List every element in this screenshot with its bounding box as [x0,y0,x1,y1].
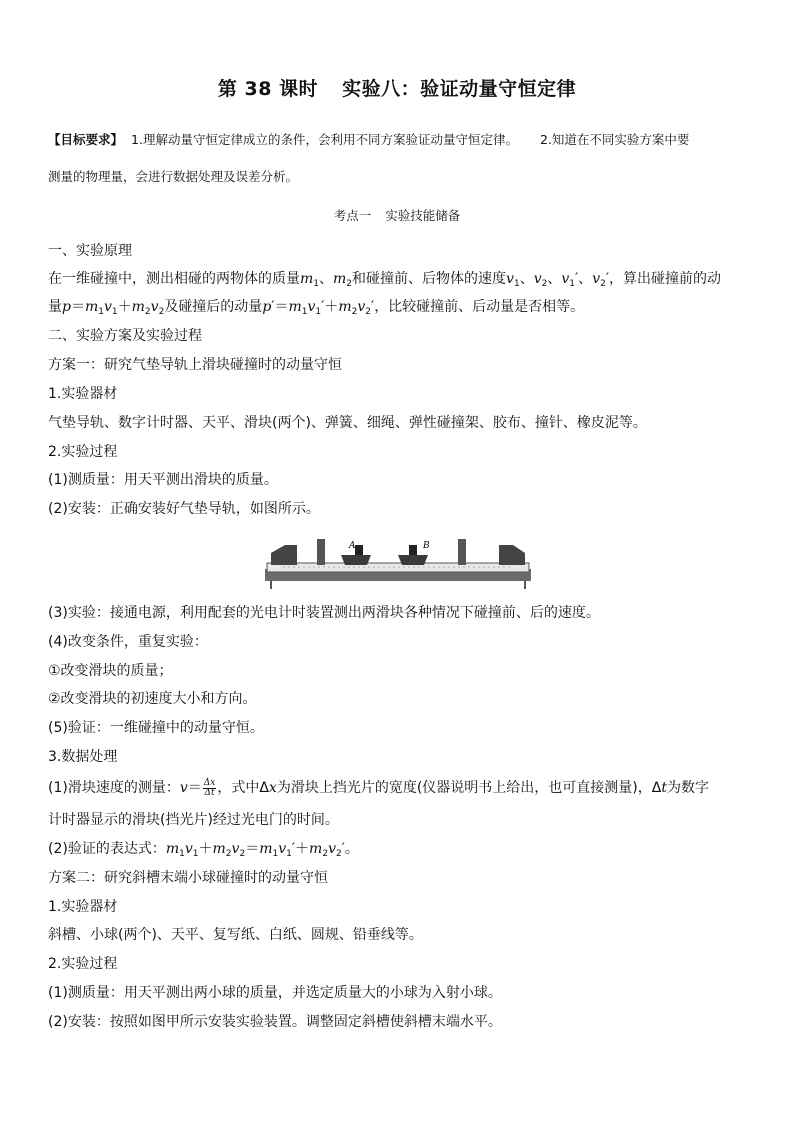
plan-1-title: 方案一：研究气垫导轨上滑块碰撞时的动量守恒 [48,357,342,373]
goal-item-2b: 测量的物理量，会进行数据处理及误差分析。 [48,169,299,184]
equipment-2-list: 斜槽、小球(两个)、天平、复写纸、白纸、圆规、铅垂线等。 [48,927,423,943]
slider-a-flag [355,545,363,555]
step-3: (3)实验：接通电源，利用配套的光电计时装置测出两滑块各种情况下碰撞前、后的速度。 [48,605,600,621]
step-2: (2)安装：正确安装好气垫导轨，如图所示。 [48,501,320,517]
principle-heading: 一、实验原理 [48,243,132,259]
label-b: B [423,541,430,551]
slider-a [341,555,371,565]
data-line-3: (2)验证的表达式：$m_1v_1+m_2v_2=m_1v_1'+m_2v_2'$。 [48,841,359,859]
plan-2-step-1: (1)测质量：用天平测出两小球的质量，并选定质量大的小球为入射小球。 [48,985,502,1001]
step-1: (1)测质量：用天平测出滑块的质量。 [48,472,278,488]
velocity-fraction: $\frac{\Delta x}{\Delta t}$ [203,777,216,798]
air-track-figure [263,533,533,593]
lesson-topic: 实验八：验证动量守恒定律 [342,78,577,100]
equipment-list: 气垫导轨、数字计时器、天平、滑块(两个)、弹簧、细绳、弹性碰撞架、胶布、撞针、橡皮泥等。 [48,415,647,431]
step-4: (4)改变条件，重复实验： [48,634,208,650]
process-2-heading: 2.实验过程 [48,956,118,972]
data-line-2: 计时器显示的滑块(挡光片)经过光电门的时间。 [48,812,339,828]
goal-line-1 [48,130,689,150]
plan-2-step-2: (2)安装：按照如图甲所示安装实验装置。调整固定斜槽使斜槽末端水平。 [48,1014,502,1030]
goal-tag: 【目标要求】 [48,132,124,147]
left-end-block [271,545,297,565]
goal-line-2 [48,167,298,187]
section-label: 考点一 [333,208,372,223]
plan-2-title: 方案二：研究斜槽末端小球碰撞时的动量守恒 [48,870,328,886]
section-heading [0,206,794,226]
process-heading: 2.实验过程 [48,444,118,460]
step-4-sub-1: ①改变滑块的质量； [48,663,173,679]
goal-item-1: 1.理解动量守恒定律成立的条件，会利用不同方案验证动量守恒定律。 [131,132,518,147]
equipment-2-heading: 1.实验器材 [48,899,118,915]
right-end-block [499,545,525,565]
right-photogate [458,539,466,565]
slider-b-flag [409,545,417,555]
lesson-number: 第 38 课时 [217,78,319,100]
label-a: A [349,541,356,551]
equipment-heading: 1.实验器材 [48,386,118,402]
principle-line-1: 在一维碰撞中，测出相碰的两物体的质量$m_1$、$m_2$和碰撞前、后物体的速度$v_1$、$v_2$、$v_1'$、$v_2'$，算出碰撞前的动 [48,271,722,289]
slider-b [398,555,428,565]
procedure-heading: 二、实验方案及实验过程 [48,328,202,344]
page-title [0,74,794,101]
step-5: (5)验证：一维碰撞中的动量守恒。 [48,720,264,736]
section-name: 实验技能储备 [385,208,461,223]
goal-item-2a: 2.知道在不同实验方案中要 [539,132,690,147]
principle-line-2: 量$p=m_1v_1+m_2v_2$及碰撞后的动量$p'=m_1v_1'+m_2v_2'$，比较碰撞前、后动量是否相等。 [48,299,585,317]
data-line-1: (1)滑块速度的测量：v＝ $\frac{\Delta x}{\Delta t}$ ，式中Δx为滑块上挡光片的宽度(仪器说明书上给出，也可直接测量)，Δt为数字 [48,777,709,798]
track-surface [267,563,529,572]
step-4-sub-2: ②改变滑块的初速度大小和方向。 [48,691,257,707]
left-photogate [317,539,325,565]
data-heading: 3.数据处理 [48,749,118,765]
